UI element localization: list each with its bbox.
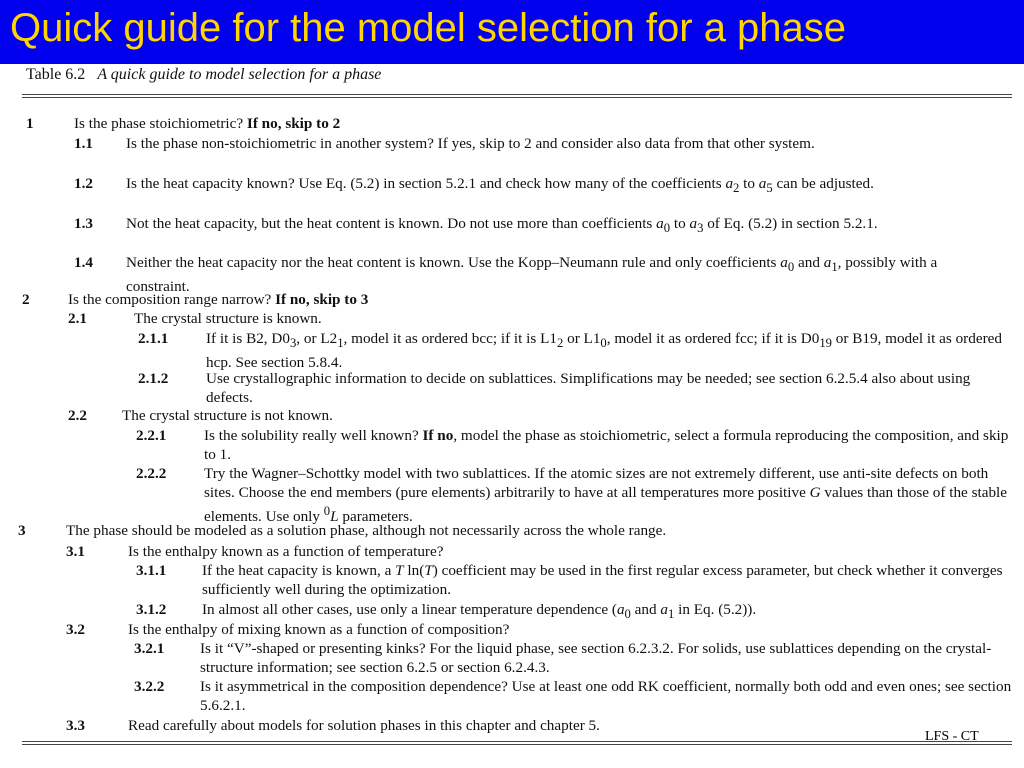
row-number: 2.2.2 [136, 465, 167, 482]
row-text: The crystal structure is not known. [122, 407, 333, 424]
row-number: 1.4 [74, 254, 93, 271]
row-number: 3.1.1 [136, 562, 167, 579]
row-number: 3.1 [66, 543, 85, 560]
row-text: Read carefully about models for solution phases in this chapter and chapter 5. [128, 717, 600, 734]
row-number: 1.3 [74, 215, 93, 232]
slide-footer: LFS - CT [925, 729, 979, 744]
row-number: 1.1 [74, 135, 93, 152]
row-text: The phase should be modeled as a solution phase, although not necessarily across the whole range. [66, 522, 667, 539]
row-text: In almost all other cases, use only a linear temperature dependence ($a_0$ and $a_1$ in Eq. (5.2)). [202, 601, 757, 622]
top-rule-2 [22, 97, 1012, 98]
row-text: Is the enthalpy known as a function of temperature? [128, 543, 444, 560]
row-text: Not the heat capacity, but the heat content is known. Do not use more than coefficients $a_0$ to $a_3$ of Eq. (5.2) in section 5.2.1. [126, 215, 878, 236]
row-text: Is the phase non-stoichiometric in another system? If yes, skip to 2 and consider also data from that other system. [126, 135, 815, 152]
title-bar [0, 0, 1024, 64]
row-number: 1.2 [74, 175, 93, 192]
row-number: 3.2.1 [134, 640, 165, 657]
table-caption-label: Table 6.2 [26, 66, 86, 83]
row-number: 3.2 [66, 621, 85, 638]
row-number: 2.1.2 [138, 370, 169, 387]
row-text: If the heat capacity is known, a T ln(T) coefficient may be used in the first regular excess parameter, but check whether it converges sufficiently well during the optimization. [202, 562, 1003, 598]
scanned-table [0, 64, 1024, 768]
row-text: The crystal structure is known. [134, 310, 322, 327]
row-text: Is the enthalpy of mixing known as a function of composition? [128, 621, 510, 638]
row-number: 3.1.2 [136, 601, 167, 618]
row-text: Is the solubility really well known? If no, model the phase as stoichiometric, select a formula reproducing the composition, and skip to 1. [204, 427, 1009, 463]
top-rule [22, 94, 1012, 95]
bottom-rule [22, 741, 1012, 742]
row-number: 3.2.2 [134, 678, 165, 695]
table-caption [26, 66, 381, 84]
row-text: Is it “V”-shaped or presenting kinks? For the liquid phase, see section 6.2.3.2. For solids, use sublattices depending on the crystal-structure information; see section 6.2.5 or section 6.2.4.3. [200, 640, 992, 676]
row-text: Neither the heat capacity nor the heat content is known. Use the Kopp–Neumann rule and only coefficients $a_0$ and $a_1$, possibly with a constraint. [126, 254, 938, 296]
row-number: 2.2 [68, 407, 87, 424]
row-text: Is the phase stoichiometric? If no, skip to 2 [74, 115, 341, 132]
row-text: Is the heat capacity known? Use Eq. (5.2) in section 5.2.1 and check how many of the coefficients $a_2$ to $a_5$ can be adjusted. [126, 175, 874, 196]
row-number: 1 [26, 115, 34, 132]
row-text: Is it asymmetrical in the composition dependence? Use at least one odd RK coefficient, normally both odd and even ones; see section 5.6.2.1. [200, 678, 1012, 714]
bottom-rule-2 [22, 744, 1012, 745]
slide-title: Quick guide for the model selection for a phase [10, 6, 847, 50]
row-text: Is the composition range narrow? If no, skip to 3 [68, 291, 369, 308]
table-caption-title: A quick guide to model selection for a phase [97, 66, 382, 83]
row-text: Use crystallographic information to decide on sublattices. Simplifications may be needed; see section 6.2.5.4 also about using defects. [206, 370, 971, 406]
row-number: 3 [18, 522, 26, 539]
row-number: 2 [22, 291, 30, 308]
row-number: 2.2.1 [136, 427, 167, 444]
row-text: Try the Wagner–Schottky model with two sublattices. If the atomic sizes are not extremely different, use anti-site defects on both sites. Choose the end members (pure elements) arbitrarily to have at all temperatures more positive G values than those of the stable elements. Use only $^0$L parameters. [204, 465, 1008, 526]
row-number: 2.1.1 [138, 330, 169, 347]
row-number: 2.1 [68, 310, 87, 327]
row-number: 3.3 [66, 717, 85, 734]
row-text: If it is B2, $D0_3$, or $L2_1$, model it as ordered bcc; if it is $L1_2$ or $L1_0$, model it as ordered fcc; if it is $D0_{19}$ or B19, model it as ordered hcp. See section 5.8.4. [206, 330, 1002, 372]
